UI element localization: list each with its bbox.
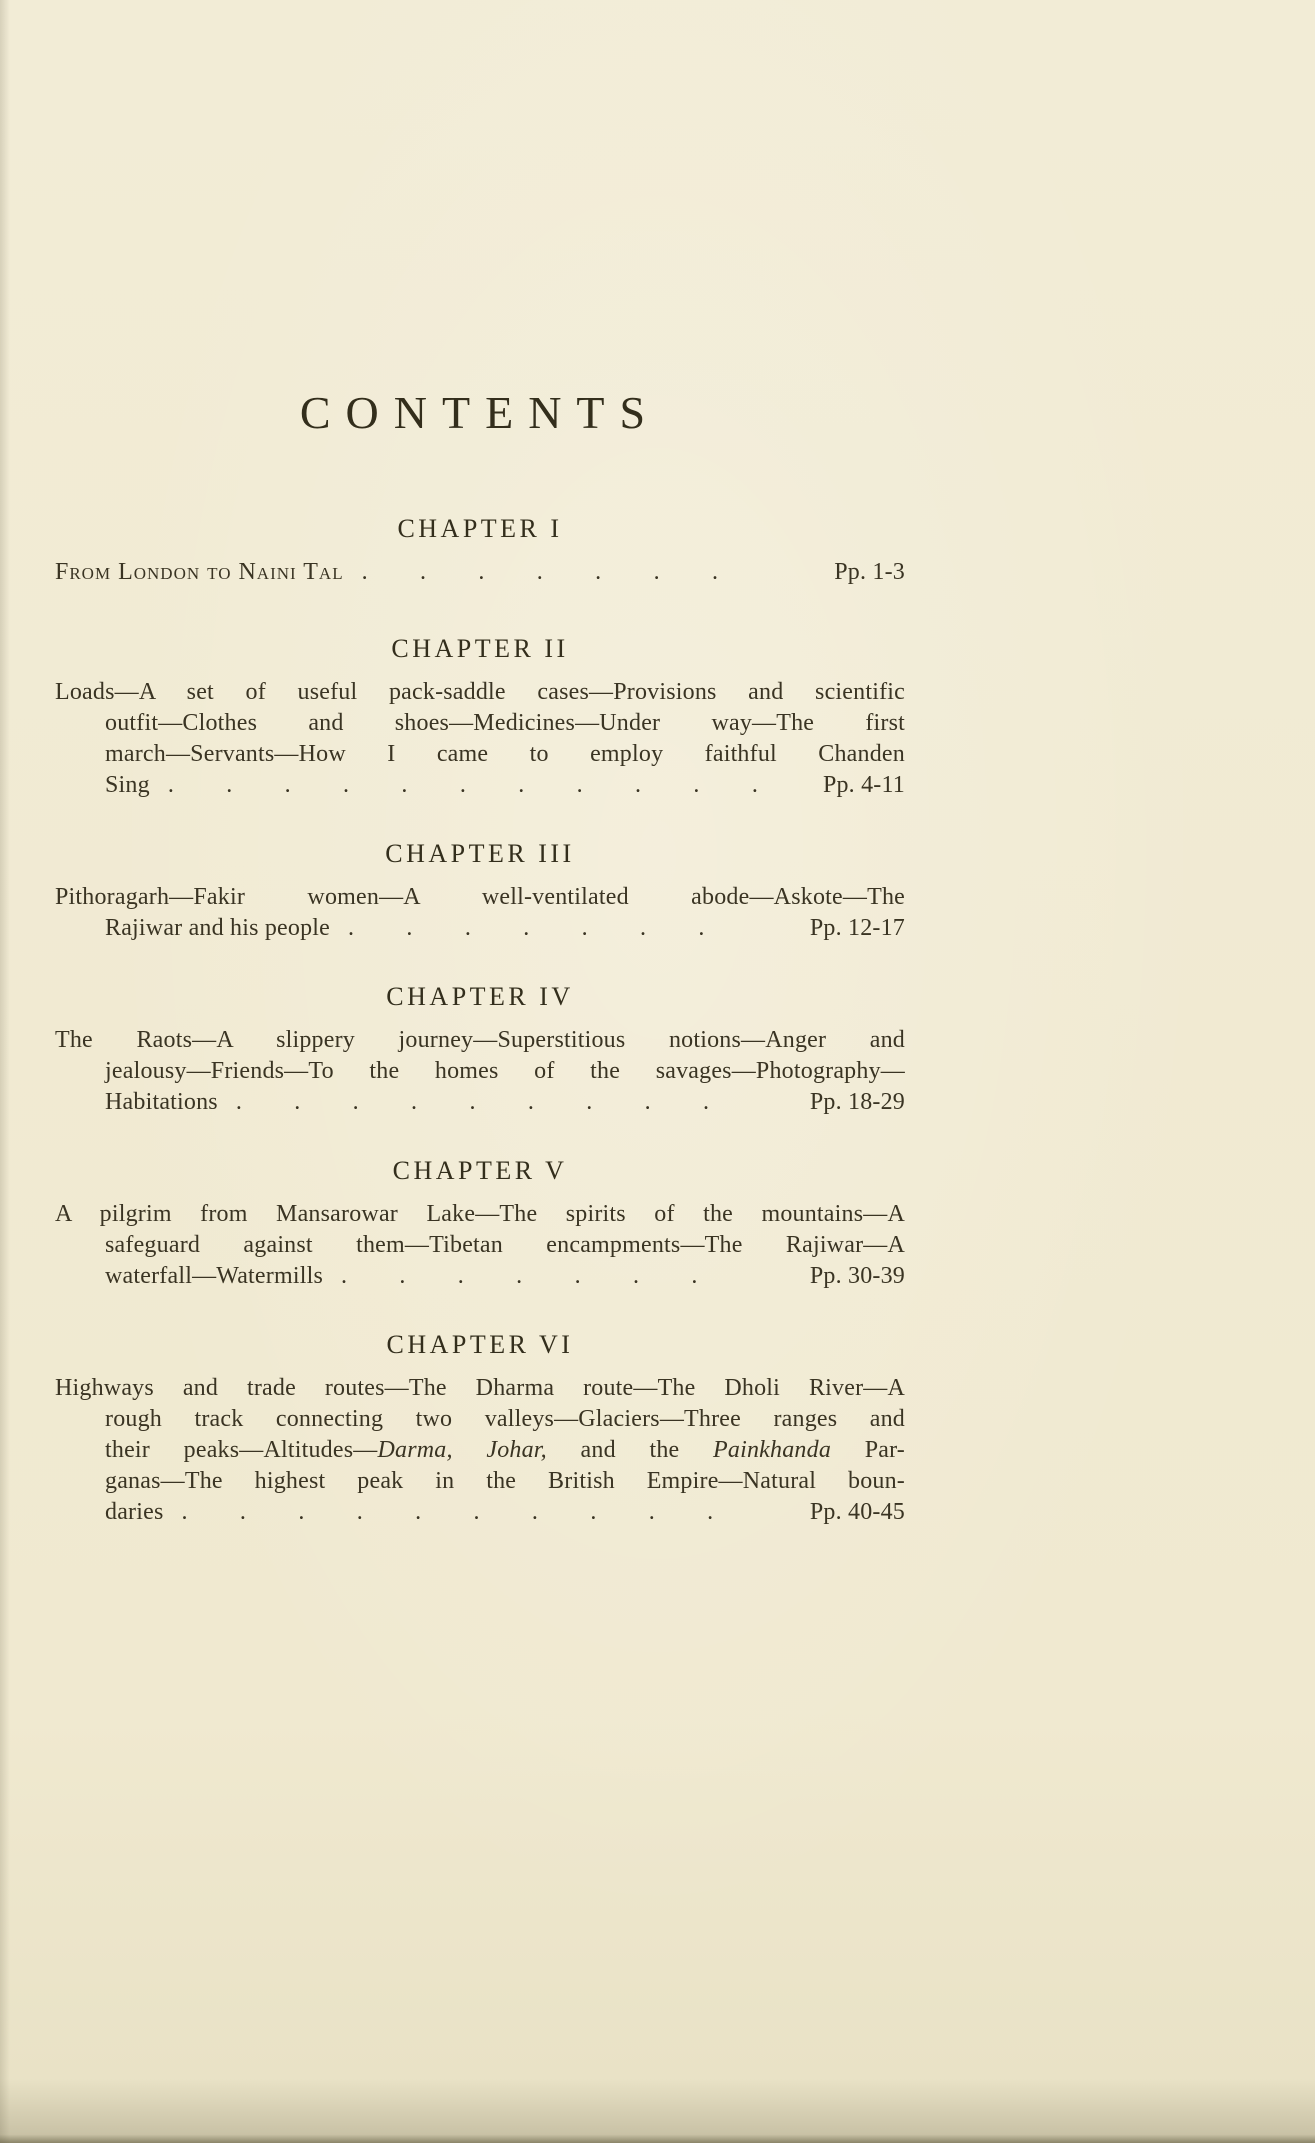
page-ref: Pp. 18-29 [809,1089,905,1116]
chapter-body-line: Pithoragarh—Fakir women—A well-ventilated abode—Askote—The [55,884,905,911]
chapter-section-5 [55,1156,905,1292]
chapter-heading: CHAPTER VI [386,1330,574,1360]
chapter-last-line [105,913,905,944]
chapter-entry-text: From London to Naini Tal [55,559,344,586]
page-ref: Pp. 4-11 [822,772,905,799]
leader-dots: . . . . . . . [361,559,719,586]
chapter-heading: CHAPTER V [392,1156,568,1186]
chapter-entry-text: Sing [105,772,150,799]
page-ref: Pp. 40-45 [809,1499,905,1526]
chapter-body-line: Loads—A set of useful pack-saddle cases—Provisions and scientific [55,679,905,706]
chapter-heading: CHAPTER I [397,514,563,544]
chapter-body-line: The Raots—A slippery journey—Superstitious notions—Anger and [55,1027,905,1054]
chapter-last-line [55,557,905,588]
leader-dots: . . . . . . . . . [235,1089,710,1116]
page-ref: Pp. 30-39 [809,1263,905,1290]
chapter-last-line [105,1497,905,1528]
chapter-heading: CHAPTER III [385,839,575,869]
chapter-body-line: rough track connecting two valleys—Glaciers—Three ranges and [105,1406,905,1433]
chapter-body-line: march—Servants—How I came to employ faithful Chanden [105,741,905,768]
chapter-entry-text: Rajiwar and his people [105,915,331,942]
chapter-section-3 [55,839,905,944]
chapter-section-4 [55,982,905,1118]
chapter-body-line: A pilgrim from Mansarowar Lake—The spirits of the mountains—A [55,1201,905,1228]
leader-dots: . . . . . . . [348,915,705,942]
contents-text-block [55,0,905,1528]
text-segment: and the [546,1437,714,1464]
chapter-section-2 [55,634,905,801]
leader-dots: . . . . . . . [340,1263,698,1290]
chapter-last-line [105,1261,905,1292]
page-ref: Pp. 1-3 [834,559,905,586]
chapter-body-line [105,1435,905,1466]
chapter-last-line [105,770,905,801]
chapter-body-line: ganas—The highest peak in the British Empire—Natural boun- [105,1468,905,1495]
chapter-body-line: Highways and trade routes—The Dharma route—The Dholi River—A [55,1375,905,1402]
chapter-entry-text: Habitations [105,1089,218,1116]
chapter-entry-text: waterfall—Watermills [105,1263,323,1290]
chapter-last-line [105,1087,905,1118]
chapter-body-line: outfit—Clothes and shoes—Medicines—Under way—The first [105,710,905,737]
italic-text-segment: Darma, Johar, [377,1437,547,1464]
page-title: CONTENTS [299,387,661,438]
chapter-entry-text: daries [105,1499,164,1526]
text-segment: their peaks—Altitudes— [105,1437,378,1464]
text-segment: Par- [831,1437,905,1464]
chapter-body-line: jealousy—Friends—To the homes of the savages—Photography— [105,1058,905,1085]
italic-text-segment: Painkhanda [713,1437,832,1464]
page-ref: Pp. 12-17 [809,915,905,942]
leader-dots: . . . . . . . . . . . [167,772,759,799]
leader-dots: . . . . . . . . . . [181,1499,714,1526]
chapter-heading: CHAPTER II [391,634,569,664]
chapter-section-1 [55,514,905,588]
chapter-section-6 [55,1330,905,1528]
chapter-heading: CHAPTER IV [386,982,574,1012]
chapter-body-line: safeguard against them—Tibetan encampments—The Rajiwar—A [105,1232,905,1259]
